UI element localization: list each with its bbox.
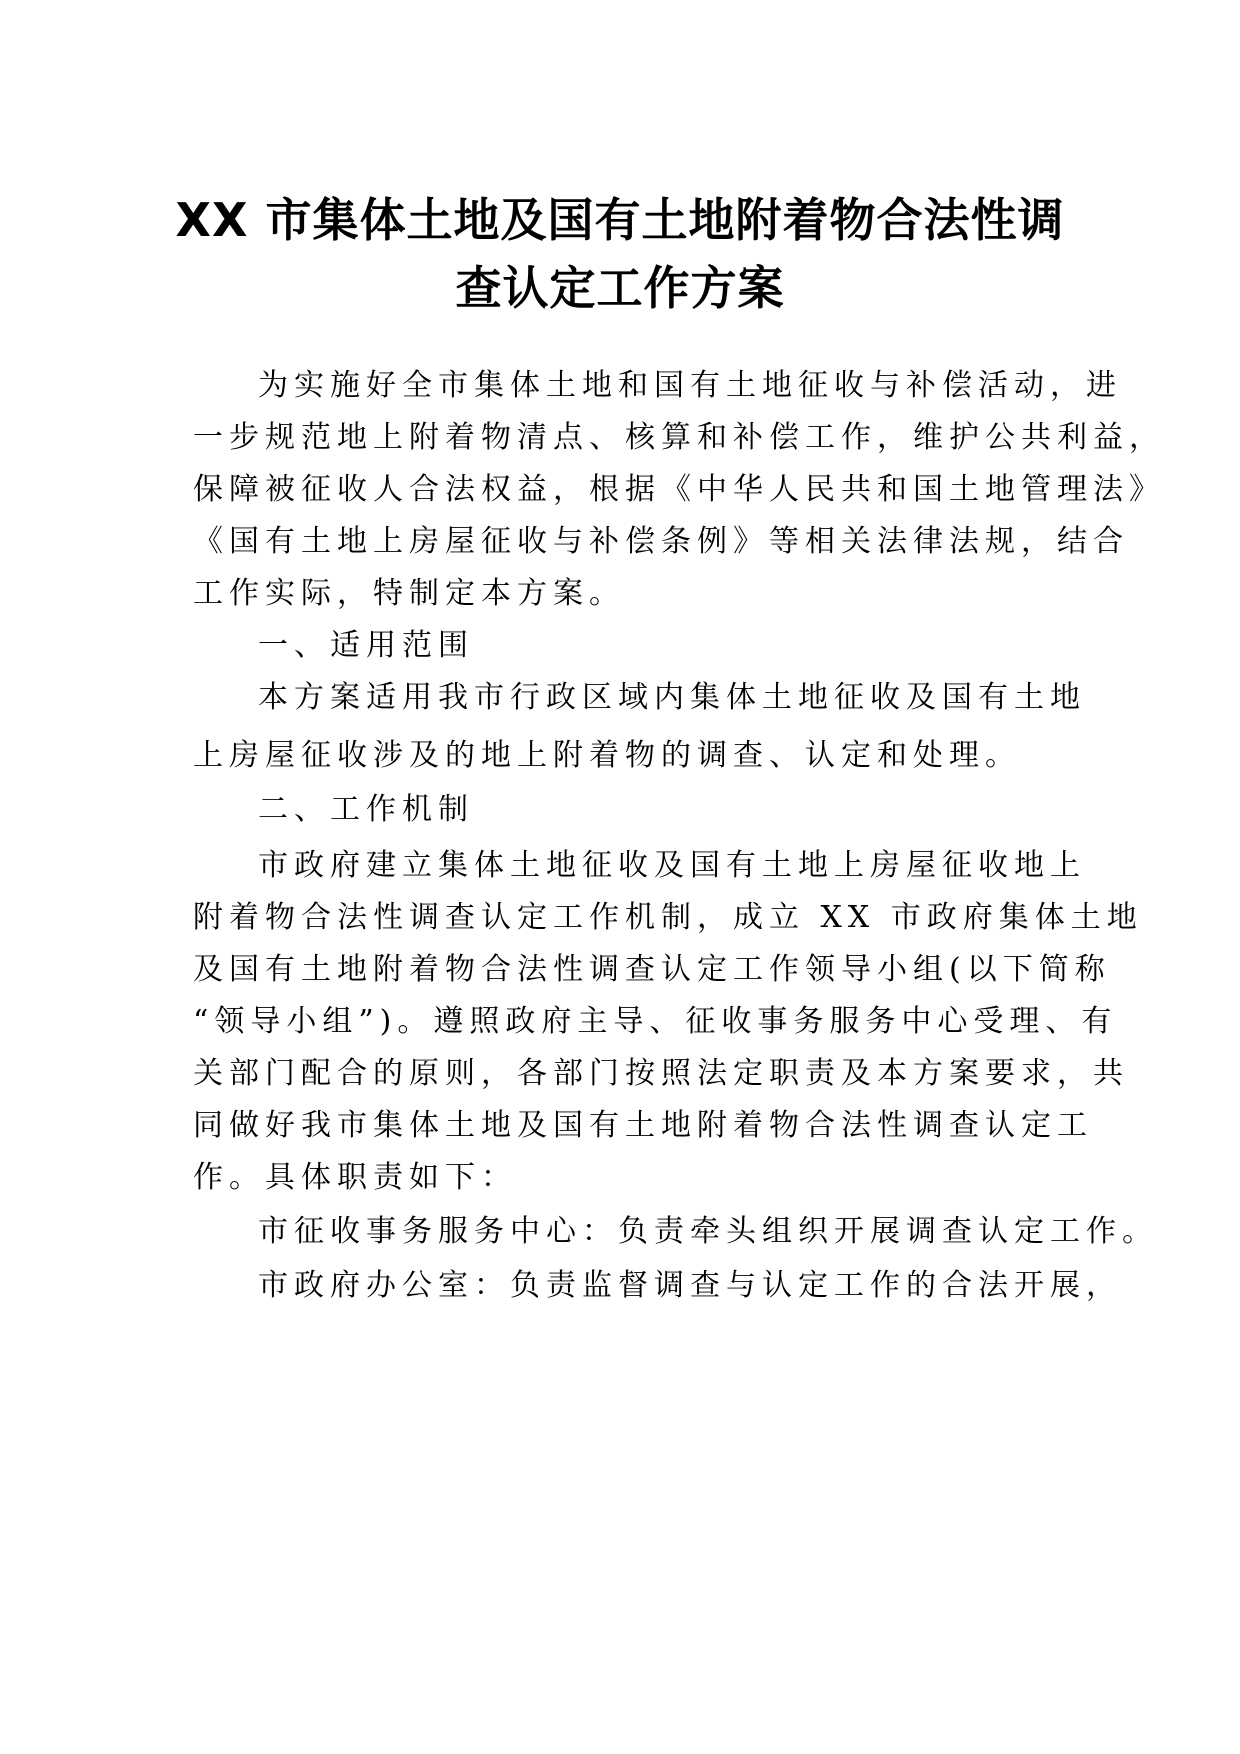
mechanism-paragraph-line: 关部门配合的原则，各部门按照法定职责及本方案要求，共	[193, 1056, 1129, 1091]
document-title-line-1: XX 市集体土地及国有土地附着物合法性调	[175, 193, 1065, 247]
mechanism-paragraph-line: 市政府建立集体土地征收及国有土地上房屋征收地上	[258, 848, 1086, 883]
section-heading-mechanism: 二、工作机制	[258, 792, 474, 827]
intro-paragraph-line: 《国有土地上房屋征收与补偿条例》等相关法律法规，结合	[193, 524, 1129, 559]
intro-paragraph-line: 为实施好全市集体土地和国有土地征收与补偿活动，进	[258, 368, 1122, 403]
mechanism-paragraph-line: 同做好我市集体土地及国有土地附着物合法性调查认定工	[193, 1108, 1093, 1143]
section-heading-scope: 一、适用范围	[258, 628, 474, 663]
mechanism-paragraph-line: 附着物合法性调查认定工作机制，成立 XX 市政府集体土地	[193, 900, 1143, 935]
mechanism-paragraph-line: “领导小组”)。遵照政府主导、征收事务服务中心受理、有	[193, 1004, 1118, 1039]
scope-paragraph-line: 本方案适用我市行政区域内集体土地征收及国有土地	[258, 680, 1086, 715]
intro-paragraph-line: 保障被征收人合法权益，根据《中华人民共和国土地管理法》	[193, 472, 1165, 507]
intro-paragraph-line: 工作实际，特制定本方案。	[193, 576, 625, 611]
scope-paragraph-line: 上房屋征收涉及的地上附着物的调查、认定和处理。	[193, 738, 1021, 773]
intro-paragraph-line: 一步规范地上附着物清点、核算和补偿工作，维护公共利益，	[193, 420, 1165, 455]
mechanism-paragraph-line: 作。具体职责如下：	[193, 1160, 517, 1195]
mechanism-paragraph-line: 及国有土地附着物合法性调查认定工作领导小组(以下简称	[193, 952, 1111, 987]
duty-item-collection-center: 市征收事务服务中心：负责牵头组织开展调查认定工作。	[258, 1214, 1158, 1249]
document-title-line-2: 查认定工作方案	[455, 261, 785, 315]
duty-item-government-office: 市政府办公室：负责监督调查与认定工作的合法开展，	[258, 1268, 1122, 1303]
